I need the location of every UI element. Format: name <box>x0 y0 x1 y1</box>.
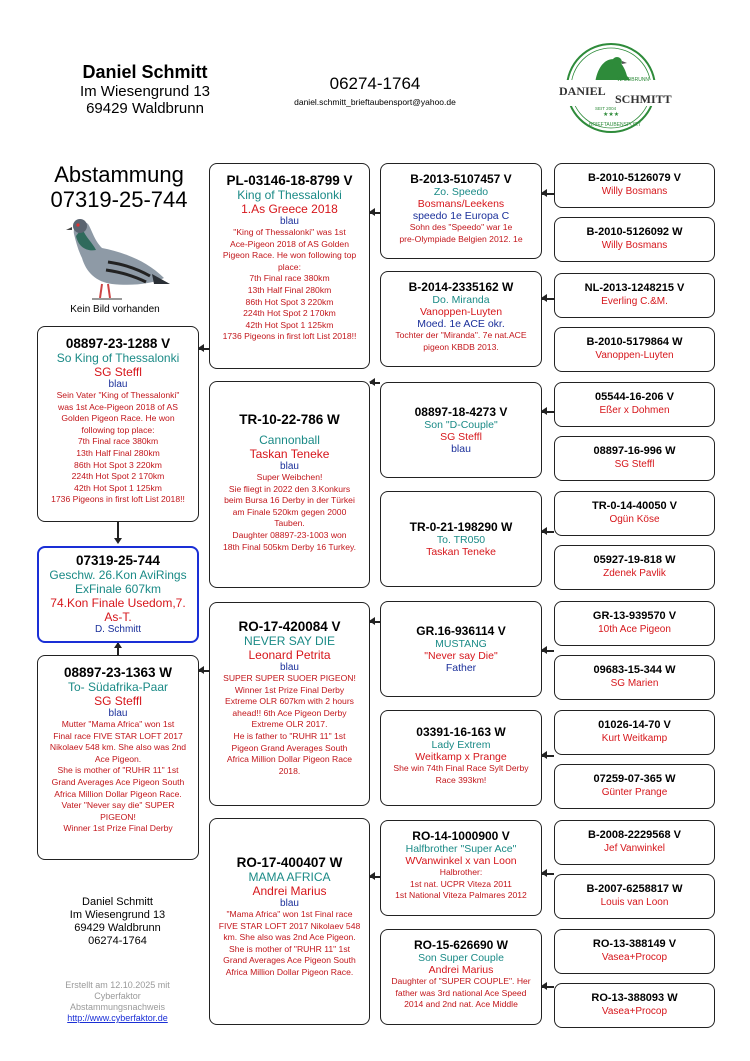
ancestor-ring: B-2008-2229568 V <box>588 829 681 841</box>
great-grandparent-card[interactable] <box>380 601 542 697</box>
photo-caption: Kein Bild vorhanden <box>70 304 160 315</box>
ancestor-ring: B-2007-6258817 W <box>586 883 683 895</box>
ancestor-ring: 01026-14-70 V <box>598 719 671 731</box>
gen4-card[interactable] <box>554 491 715 536</box>
gen4-card[interactable] <box>554 655 715 700</box>
grandparent-notes: SUPER SUPER SUOER PIGEON! Winner 1st Prize Final Derby Extreme OLR 607km with 2 hours ahead!! 6th Ace Pigeon Derby Extreme OLR 2017. He is father to "RUHR 11" 1st Pigeon Grand Averages South Africa Million Dollar Pigeon Race 2018. <box>223 673 356 776</box>
ancestor-breeder: 10th Ace Pigeon <box>598 624 671 635</box>
ancestor-color: blau <box>451 443 471 455</box>
ancestor-breeder: WVanwinkel x van Loon <box>405 855 517 867</box>
ancestor-color: speedo 1e Europa C <box>412 210 510 222</box>
grandparent-breeder: 1.As Greece 2018 <box>241 202 338 216</box>
logo-last-name: SCHMITT <box>615 92 672 106</box>
gen4-card[interactable] <box>554 436 715 481</box>
gen4-card[interactable] <box>554 327 715 372</box>
ancestor-breeder: Zdenek Pavlik <box>603 568 666 579</box>
grandparent-ring: RO-17-420084 V <box>238 619 341 634</box>
ancestor-name: Lady Extrem <box>431 739 491 751</box>
ancestor-ring: B-2010-5126092 W <box>586 226 683 238</box>
ancestor-ring: GR-13-939570 V <box>592 610 677 622</box>
footer-street: Im Wiesengrund 13 <box>69 909 166 921</box>
ancestor-name: MUSTANG <box>435 638 487 650</box>
grandparent-notes: Super Weibchen! Sie fliegt in 2022 den 3.Konkurs beim Bursa 16 Derby in der Türkei am Finale 520km gegen 2000 Tauben. Daughter 08897-23-1003 won 18th Final 505km Derby 16 Turkey. <box>222 472 357 552</box>
ancestor-name: Zo. Speedo <box>433 186 489 198</box>
gen4-card[interactable] <box>554 382 715 427</box>
grandparent-ring: PL-03146-18-8799 V <box>226 173 353 188</box>
ancestor-ring: B-2010-5179864 W <box>586 336 683 348</box>
gen4-card[interactable] <box>554 163 715 208</box>
footer-created: Erstellt am 12.10.2025 mit <box>65 980 170 990</box>
grandparent-name: King of Thessalonki <box>237 188 342 202</box>
subject-line1: Geschw. 26.Kon AviRings <box>49 568 187 582</box>
ancestor-breeder: Kurt Weitkamp <box>601 733 668 744</box>
footer-doc-type: Abstammungsnachweis <box>69 1002 166 1012</box>
ancestor-breeder: Vasea+Procop <box>601 952 668 963</box>
mother-name: To- Südafrika-Paar <box>67 680 169 694</box>
ancestor-name: To. TR050 <box>436 534 486 546</box>
great-grandparent-card[interactable] <box>380 491 542 587</box>
ancestor-ring: B-2013-5107457 V <box>410 172 512 186</box>
gen4-card[interactable] <box>554 217 715 262</box>
father-ring: 08897-23-1288 V <box>65 336 171 351</box>
gen4-card[interactable] <box>554 273 715 318</box>
ancestor-breeder: Günter Prange <box>601 787 668 798</box>
ancestor-notes: She win 74th Final Race Sylt Derby Race 393km! <box>393 763 529 785</box>
great-grandparent-card[interactable] <box>380 163 542 259</box>
ancestor-ring: TR-0-14-40050 V <box>592 500 677 512</box>
grandparent-color: blau <box>280 662 299 673</box>
ancestor-breeder: SG Marien <box>610 678 659 689</box>
ancestor-breeder: SG Steffl <box>614 459 655 470</box>
grandparent-breeder: Leonard Petrita <box>248 648 331 662</box>
pedigree-title <box>34 162 204 212</box>
logo-first-name: DANIEL <box>559 84 606 98</box>
grandsire-maternal-card[interactable] <box>209 602 370 806</box>
ancestor-ring: NL-2013-1248215 V <box>584 282 685 294</box>
father-notes: Sein Vater "King of Thessalonki" was 1st Ace-Pigeon 2018 of AS Golden Pigeon Race. He won following top place: 7th Final race 380km 13th Half Final 280km 86th Hot Spot 3 220km 224th Hot Spot 2 170km 42th Hot Spot 1 125km 1736 Pigeons in first loft List 2018!! <box>51 390 185 505</box>
title-ring: 07319-25-744 <box>50 187 188 212</box>
mother-card[interactable] <box>37 655 199 860</box>
father-color: blau <box>108 379 128 390</box>
ancestor-breeder: Everling C.&M. <box>601 296 668 307</box>
great-grandparent-card[interactable] <box>380 382 542 478</box>
ancestor-breeder: Andrei Marius <box>428 964 494 976</box>
ancestor-notes: Daughter of "SUPER COUPLE". Her father was 3rd national Ace Speed 2014 and 2nd nat. Ace Middle <box>391 976 531 1010</box>
subject-line2: ExFinale 607km <box>74 582 162 596</box>
ancestor-breeder: Willy Bosmans <box>601 186 668 197</box>
grandparent-breeder: Taskan Teneke <box>249 447 330 461</box>
ancestor-notes: Halbrother: 1st nat. UCPR Viteza 2011 1st National Viteza Palmares 2012 <box>395 867 527 901</box>
ancestor-color: Father <box>445 662 477 674</box>
ancestor-breeder: Willy Bosmans <box>601 240 668 251</box>
grandsire-paternal-card[interactable] <box>209 163 370 369</box>
ancestor-ring: 05927-19-818 W <box>593 554 676 566</box>
ancestor-ring: GR.16-936114 V <box>416 624 506 638</box>
great-grandparent-card[interactable] <box>380 271 542 367</box>
ancestor-name: Do. Miranda <box>432 294 490 306</box>
gen4-card[interactable] <box>554 929 715 974</box>
ancestor-ring: 05544-16-206 V <box>595 391 674 403</box>
grandparent-name: NEVER SAY DIE <box>244 634 335 648</box>
ancestor-ring: B-2010-5126079 V <box>588 172 681 184</box>
grandparent-color: blau <box>280 898 299 909</box>
granddam-paternal-card[interactable] <box>209 381 370 588</box>
ancestor-breeder: Vasea+Procop <box>601 1006 668 1017</box>
grandparent-color: blau <box>280 216 299 227</box>
great-grandparent-card[interactable] <box>380 929 542 1025</box>
ancestor-ring: RO-13-388149 V <box>592 938 677 950</box>
grandparent-color: blau <box>280 461 299 472</box>
footer-name: Daniel Schmitt <box>82 896 153 908</box>
subject-card[interactable] <box>37 546 199 643</box>
ancestor-breeder: Eßer x Dohmen <box>599 405 670 416</box>
logo-subtitle: BRIEFTAUBENSPORT <box>589 122 641 128</box>
ancestor-ring: 03391-16-163 W <box>416 725 506 739</box>
footer-software: Cyberfaktor <box>94 991 141 1001</box>
mother-breeder: SG Steffl <box>94 694 142 708</box>
grandparent-notes: "King of Thessalonki" was 1st Ace-Pigeon 2018 of AS Golden Pigeon Race. He won following top place: 7th Final race 380km 13th Half Final 280km 86th Hot Spot 3 220km 224th Hot Spot 2 170km 42th Hot Spot 1 125km 1736 Pigeons in first loft List 2018!! <box>222 227 357 342</box>
gen4-card[interactable] <box>554 820 715 865</box>
gen4-card[interactable] <box>554 983 715 1028</box>
grandparent-notes: "Mama Africa" won 1st Final race FIVE STAR LOFT 2017 Nikolaev 548 km. She also was 2nd Ace Pigeon. She is mother of "RUHR 11" 1st Grand Averages Ace Pigeon South Africa Million Dollar Pigeon Race. <box>218 909 361 977</box>
ancestor-ring: RO-14-1000900 V <box>412 829 510 843</box>
subject-owner: D. Schmitt <box>94 624 142 635</box>
father-card[interactable] <box>37 326 199 522</box>
great-grandparent-card[interactable] <box>380 710 542 806</box>
footer-link[interactable]: http://www.cyberfaktor.de <box>67 1013 168 1023</box>
ancestor-ring: TR-0-21-198290 W <box>409 520 513 534</box>
mother-color: blau <box>108 708 128 719</box>
owner-header <box>60 62 230 117</box>
ancestor-name: Halfbrother "Super Ace" <box>405 843 517 855</box>
grandparent-ring: RO-17-400407 W <box>236 855 343 870</box>
pigeon-image <box>62 212 172 304</box>
ancestor-ring: RO-15-626690 W <box>413 938 509 952</box>
owner-email: daniel.schmitt_brieftaubensport@yahoo.de <box>294 97 456 107</box>
ancestor-ring: B-2014-2335162 W <box>408 280 514 294</box>
gen4-card[interactable] <box>554 874 715 919</box>
gen4-card[interactable] <box>554 601 715 646</box>
ancestor-breeder: "Never say Die" <box>424 650 498 662</box>
logo-since: SEIT 2004 <box>595 106 617 111</box>
ancestor-notes: Tochter der "Miranda". 7e nat.ACE pigeon KBDB 2013. <box>395 330 527 352</box>
father-breeder: SG Steffl <box>94 365 142 379</box>
grandparent-ring: TR-10-22-786 W <box>239 412 340 427</box>
ancestor-ring: RO-13-388093 W <box>591 992 678 1004</box>
subject-line4: As-T. <box>104 610 132 624</box>
subject-ring: 07319-25-744 <box>75 553 161 568</box>
father-name: So King of Thessalonki <box>56 351 180 365</box>
subject-line3: 74.Kon Finale Usedom,7. <box>50 596 186 610</box>
mother-ring: 08897-23-1363 W <box>63 665 173 680</box>
footer-phone: 06274-1764 <box>88 935 147 947</box>
ancestor-breeder: Bosmans/Leekens <box>417 198 505 210</box>
gen4-card[interactable] <box>554 545 715 590</box>
mother-notes: Mutter "Mama Africa" won 1st Final race FIVE STAR LOFT 2017 Nikolaev 548 km. She also was 2nd Ace Pigeon. She is mother of "RUHR 11" 1st Grand Averages Ace Pigeon South Africa Million Dollar Pigeon Race. Vater "Never say die" SUPER PIGEON! Winner 1st Prize Final Derby <box>49 719 187 834</box>
owner-phone: 06274-1764 <box>329 74 421 93</box>
ancestor-name: Son Super Couple <box>418 952 504 964</box>
ancestor-breeder: Vanoppen-Luyten <box>419 306 503 318</box>
grandparent-name: Cannonball <box>259 433 320 447</box>
logo-stars: ★★★ <box>603 112 620 118</box>
ancestor-breeder: Jef Vanwinkel <box>604 843 665 854</box>
gen4-card[interactable] <box>554 710 715 755</box>
footer-city: 69429 Waldbrunn <box>74 922 161 934</box>
ancestor-breeder: Vanoppen-Luyten <box>595 350 674 361</box>
owner-name: Daniel Schmitt <box>82 62 208 82</box>
club-logo <box>555 40 672 140</box>
logo-top-text: WALDBRUNN <box>617 77 650 83</box>
title-label: Abstammung <box>54 162 184 187</box>
ancestor-color: Moed. 1e ACE okr. <box>417 318 505 330</box>
footer-address <box>40 896 195 948</box>
ancestor-breeder: SG Steffl <box>440 431 482 443</box>
grandparent-name: MAMA AFRICA <box>248 870 331 884</box>
ancestor-ring: 08897-16-996 W <box>593 445 676 457</box>
ancestor-ring: 09683-15-344 W <box>593 664 676 676</box>
ancestor-breeder: Ogün Köse <box>609 514 660 525</box>
granddam-maternal-card[interactable] <box>209 818 370 1025</box>
grandparent-breeder: Andrei Marius <box>252 884 327 898</box>
ancestor-name: Son "D-Couple" <box>424 419 498 431</box>
contact-header <box>270 74 480 107</box>
gen4-card[interactable] <box>554 764 715 809</box>
owner-city: 69429 Waldbrunn <box>86 100 204 117</box>
footer-credits <box>40 980 195 1024</box>
ancestor-breeder: Louis van Loon <box>600 897 669 908</box>
ancestor-breeder: Weitkamp x Prange <box>415 751 507 763</box>
ancestor-breeder: Taskan Teneke <box>426 546 496 558</box>
owner-street: Im Wiesengrund 13 <box>79 83 211 100</box>
ancestor-ring: 07259-07-365 W <box>593 773 676 785</box>
ancestor-notes: Sohn des "Speedo" war 1e pre-Olympiade Belgien 2012. 1e <box>399 222 523 244</box>
great-grandparent-card[interactable] <box>380 820 542 916</box>
ancestor-ring: 08897-18-4273 V <box>414 405 508 419</box>
